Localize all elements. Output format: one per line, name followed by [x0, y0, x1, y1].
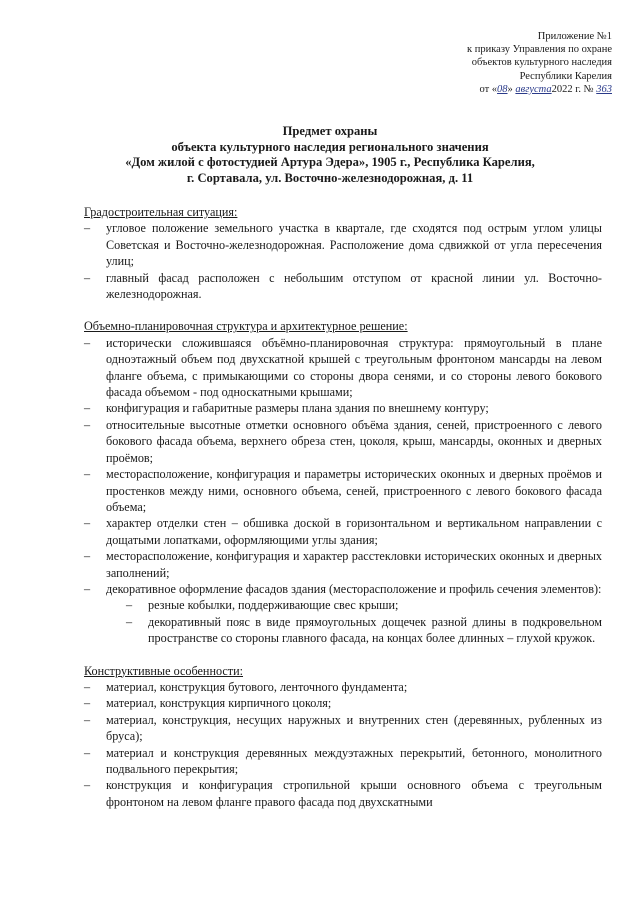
list-item: – относительные высотные отметки основного объёма здания, сеней, пристроенного с левого бокового фасада объема, верхнего обреза стен, цоколя, крыш, мансарды, оконных и дверных проёмов; [84, 417, 602, 466]
appendix-date-line [372, 83, 612, 96]
title-line-3: «Дом жилой с фотостудией Артура Эдера», 1905 г., Республика Карелия, [125, 155, 535, 169]
list-item: – декоративное оформление фасадов здания (месторасположение и профиль сечения элементов): [84, 581, 602, 597]
date-prefix: от « [479, 83, 498, 95]
decor-sublist [84, 597, 602, 646]
section-heading-structural: Конструктивные особенности: [84, 663, 244, 678]
document-body [84, 204, 602, 826]
appendix-line-2: к приказу Управления по охране [467, 44, 612, 56]
list-item: – материал, конструкция, несущих наружных и внутренних стен (деревянных, рубленных из бруса); [84, 712, 602, 745]
list-item: – материал, конструкция кирпичного цоколя; [84, 695, 602, 711]
section-heading-planning: Объемно-планировочная структура и архитектурное решение: [84, 319, 408, 334]
list-item: – характер отделки стен – обшивка доской в горизонтальном и вертикальном направлении с дощатыми лопатками, оформляющими углы здания; [84, 515, 602, 548]
appendix-line-1: Приложение №1 [537, 31, 612, 42]
list-item: – конфигурация и габаритные размеры плана здания по внешнему контуру; [84, 400, 602, 416]
list-item: – конструкция и конфигурация стропильной крыши основного объема с треугольным фронтоном на левом фланге правого фасада под двухскатными [84, 777, 602, 810]
list-item: – главный фасад расположен с небольшим отступом от красной линии ул. Восточно-железнодорожная. [84, 270, 602, 303]
section-structural [84, 663, 602, 811]
date-day: 08 [497, 83, 508, 95]
planning-list [84, 335, 602, 598]
structural-list [84, 679, 602, 810]
section-planning [84, 318, 602, 646]
appendix-header [372, 30, 612, 96]
appendix-line-3: объектов культурного наследия [471, 57, 612, 69]
urban-list [84, 220, 602, 302]
list-item: – месторасположение, конфигурация и характер расстекловки исторических оконных и дверных заполнений; [84, 548, 602, 581]
date-mid: » [507, 83, 516, 95]
sub-list-item: – резные кобылки, поддерживающие свес крыши; [126, 597, 602, 613]
list-item: – угловое положение земельного участка в квартале, где сходятся под острым углом улицы Советская и Восточно-железнодорожная. Расположение дома сдвижкой от угла пересечения улиц; [84, 220, 602, 269]
section-urban [84, 204, 602, 302]
order-number: 363 [596, 83, 612, 95]
list-item: – материал, конструкция бутового, ленточного фундамента; [84, 679, 602, 695]
title-line-1: Предмет охраны [282, 124, 378, 138]
list-item: – материал и конструкция деревянных междуэтажных перекрытий, бетонного, монолитного подвального перекрытия; [84, 745, 602, 778]
title-line-2: объекта культурного наследия регионального значения [171, 139, 489, 154]
date-year: 2022 г. № [551, 83, 594, 95]
sub-list-item: – декоративный пояс в виде прямоугольных дощечек разной длины в подкровельном пространстве со стороны главного фасада, на концах более длинных – глухой кружок. [126, 614, 602, 647]
appendix-line-4: Республики Карелия [519, 70, 612, 82]
date-month: августа [515, 83, 552, 95]
list-item: – исторически сложившаяся объёмно-планировочная структура: прямоугольный в плане одноэтажный объем под двухскатной крышей с треугольным фронтоном мансарды на левом фланге объема, с примыкающими со стороны двора сенями, и со стороны левого бокового фасада объемом - под односкатными крышами; [84, 335, 602, 401]
document-title [60, 124, 600, 186]
list-item: – месторасположение, конфигурация и параметры исторических оконных и дверных проёмов и простенков между ними, основного объема, сеней, пристроенного с левого бокового фасада объема; [84, 466, 602, 515]
title-line-4: г. Сортавала, ул. Восточно-железнодорожная, д. 11 [186, 170, 474, 185]
section-heading-urban: Градостроительная ситуация: [84, 205, 238, 219]
